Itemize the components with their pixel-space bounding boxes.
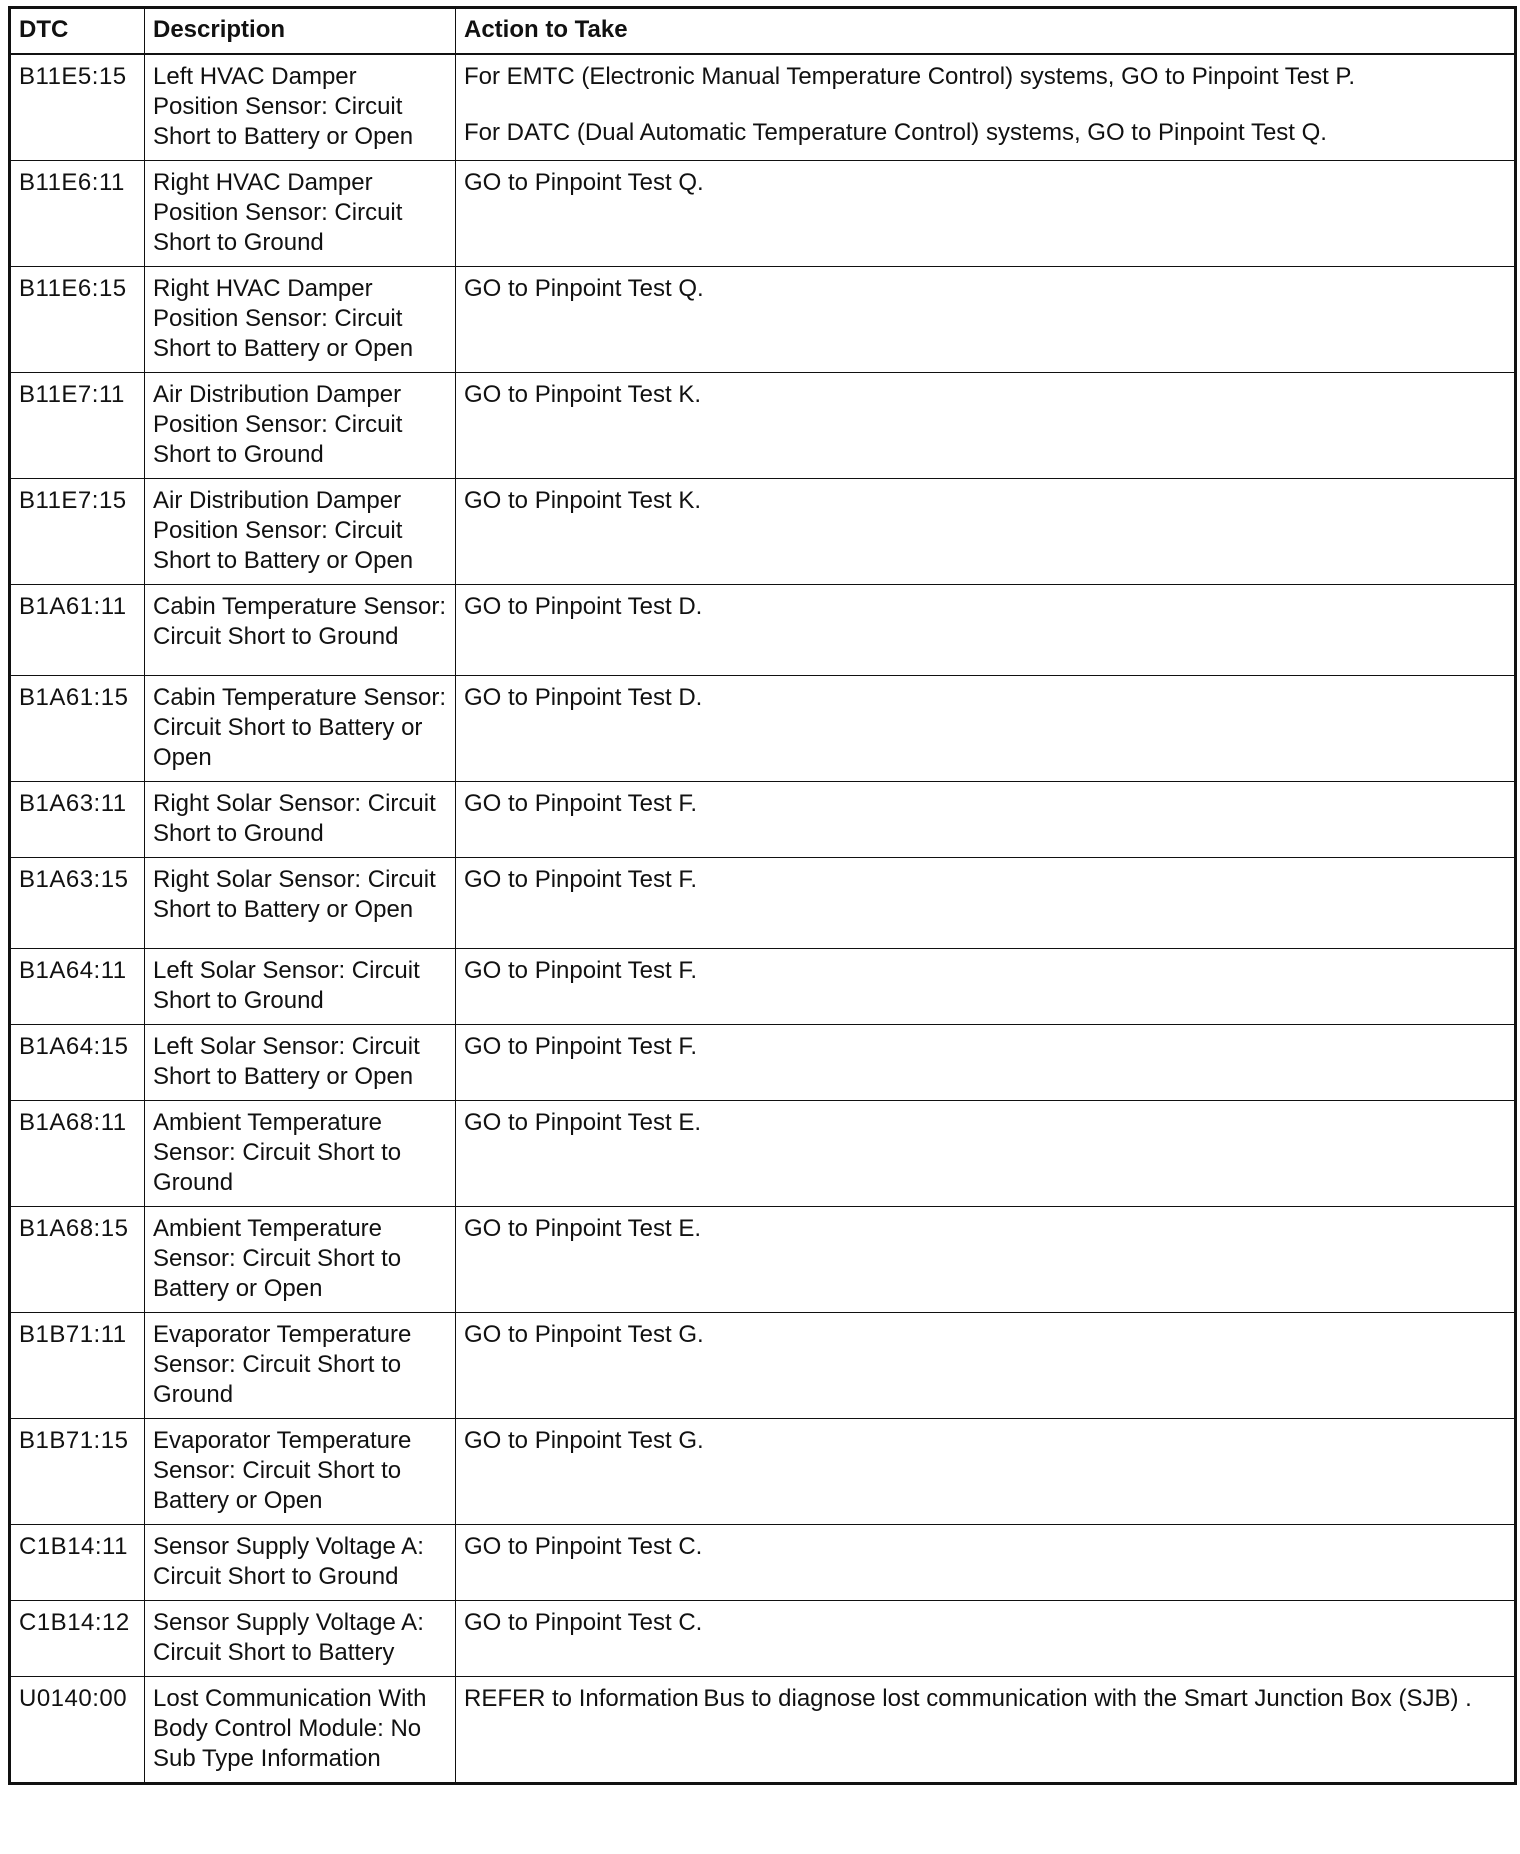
dtc-code: B1A68:11 (10, 1101, 145, 1207)
dtc-action: GO to Pinpoint Test Q. (456, 161, 1516, 267)
dtc-code: B1A64:15 (10, 1025, 145, 1101)
table-row (10, 267, 1516, 373)
table-row (10, 373, 1516, 479)
dtc-action: GO to Pinpoint Test K. (456, 373, 1516, 479)
dtc-action (456, 54, 1516, 161)
document-page (8, 6, 1514, 1785)
dtc-description: Sensor Supply Voltage A: Circuit Short to Battery (145, 1601, 456, 1677)
dtc-action: GO to Pinpoint Test F. (456, 1025, 1516, 1101)
action-suffix: to diagnose lost communication with the Smart Junction Box (SJB) . (751, 1685, 1472, 1712)
dtc-description: Air Distribution Damper Position Sensor: Circuit Short to Ground (145, 373, 456, 479)
dtc-description: Ambient Temperature Sensor: Circuit Short to Ground (145, 1101, 456, 1207)
dtc-action: GO to Pinpoint Test C. (456, 1601, 1516, 1677)
table-row (10, 1419, 1516, 1525)
table-row (10, 1313, 1516, 1419)
table-row (10, 949, 1516, 1025)
table-row (10, 1677, 1516, 1784)
dtc-action: GO to Pinpoint Test K. (456, 479, 1516, 585)
table-row (10, 1525, 1516, 1601)
dtc-description: Lost Communication With Body Control Module: No Sub Type Information (145, 1677, 456, 1784)
dtc-description: Evaporator Temperature Sensor: Circuit Short to Ground (145, 1313, 456, 1419)
dtc-action: GO to Pinpoint Test C. (456, 1525, 1516, 1601)
table-row (10, 54, 1516, 161)
table-row (10, 479, 1516, 585)
dtc-code: B1A61:11 (10, 585, 145, 676)
table-row (10, 161, 1516, 267)
table-row (10, 676, 1516, 782)
dtc-action: GO to Pinpoint Test Q. (456, 267, 1516, 373)
dtc-description: Left HVAC Damper Position Sensor: Circuit Short to Battery or Open (145, 54, 456, 161)
dtc-code: C1B14:12 (10, 1601, 145, 1677)
dtc-description: Sensor Supply Voltage A: Circuit Short to Ground (145, 1525, 456, 1601)
table-row (10, 858, 1516, 949)
dtc-code: B1A64:11 (10, 949, 145, 1025)
table-row (10, 1025, 1516, 1101)
column-header-dtc: DTC (10, 8, 145, 55)
table-row (10, 1601, 1516, 1677)
dtc-code: B1A63:15 (10, 858, 145, 949)
dtc-action: GO to Pinpoint Test G. (456, 1419, 1516, 1525)
action-line-datc: For DATC (Dual Automatic Temperature Control) systems, GO to Pinpoint Test Q. (464, 119, 1327, 146)
dtc-action: GO to Pinpoint Test D. (456, 585, 1516, 676)
table-row (10, 1101, 1516, 1207)
dtc-code: B1B71:15 (10, 1419, 145, 1525)
dtc-description: Left Solar Sensor: Circuit Short to Battery or Open (145, 1025, 456, 1101)
dtc-code: B11E6:15 (10, 267, 145, 373)
dtc-action: GO to Pinpoint Test F. (456, 782, 1516, 858)
dtc-description: Right HVAC Damper Position Sensor: Circuit Short to Battery or Open (145, 267, 456, 373)
dtc-description: Right Solar Sensor: Circuit Short to Ground (145, 782, 456, 858)
dtc-action (456, 1677, 1516, 1784)
dtc-description: Cabin Temperature Sensor: Circuit Short to Battery or Open (145, 676, 456, 782)
dtc-description: Right Solar Sensor: Circuit Short to Battery or Open (145, 858, 456, 949)
dtc-code: B11E7:15 (10, 479, 145, 585)
dtc-code: B11E5:15 (10, 54, 145, 161)
dtc-code: B11E7:11 (10, 373, 145, 479)
dtc-code: B1A61:15 (10, 676, 145, 782)
information-bus-link[interactable]: Information Bus (578, 1685, 745, 1712)
action-line-emtc: For EMTC (Electronic Manual Temperature Control) systems, GO to Pinpoint Test P. (464, 63, 1355, 90)
dtc-action: GO to Pinpoint Test D. (456, 676, 1516, 782)
dtc-description: Ambient Temperature Sensor: Circuit Short to Battery or Open (145, 1207, 456, 1313)
dtc-action: GO to Pinpoint Test F. (456, 858, 1516, 949)
dtc-code: B1A63:11 (10, 782, 145, 858)
dtc-action: GO to Pinpoint Test G. (456, 1313, 1516, 1419)
action-prefix: REFER to (464, 1685, 573, 1712)
dtc-code: B1B71:11 (10, 1313, 145, 1419)
dtc-code: B1A68:15 (10, 1207, 145, 1313)
dtc-action: GO to Pinpoint Test F. (456, 949, 1516, 1025)
dtc-description: Evaporator Temperature Sensor: Circuit Short to Battery or Open (145, 1419, 456, 1525)
table-row (10, 585, 1516, 676)
dtc-action: GO to Pinpoint Test E. (456, 1207, 1516, 1313)
column-header-description: Description (145, 8, 456, 55)
dtc-table (8, 6, 1517, 1785)
column-header-action: Action to Take (456, 8, 1516, 55)
dtc-description: Air Distribution Damper Position Sensor: Circuit Short to Battery or Open (145, 479, 456, 585)
dtc-code: U0140:00 (10, 1677, 145, 1784)
dtc-description: Cabin Temperature Sensor: Circuit Short to Ground (145, 585, 456, 676)
dtc-description: Left Solar Sensor: Circuit Short to Ground (145, 949, 456, 1025)
dtc-description: Right HVAC Damper Position Sensor: Circuit Short to Ground (145, 161, 456, 267)
table-row (10, 1207, 1516, 1313)
dtc-code: C1B14:11 (10, 1525, 145, 1601)
table-row (10, 782, 1516, 858)
table-header-row (10, 8, 1516, 55)
dtc-action: GO to Pinpoint Test E. (456, 1101, 1516, 1207)
dtc-code: B11E6:11 (10, 161, 145, 267)
